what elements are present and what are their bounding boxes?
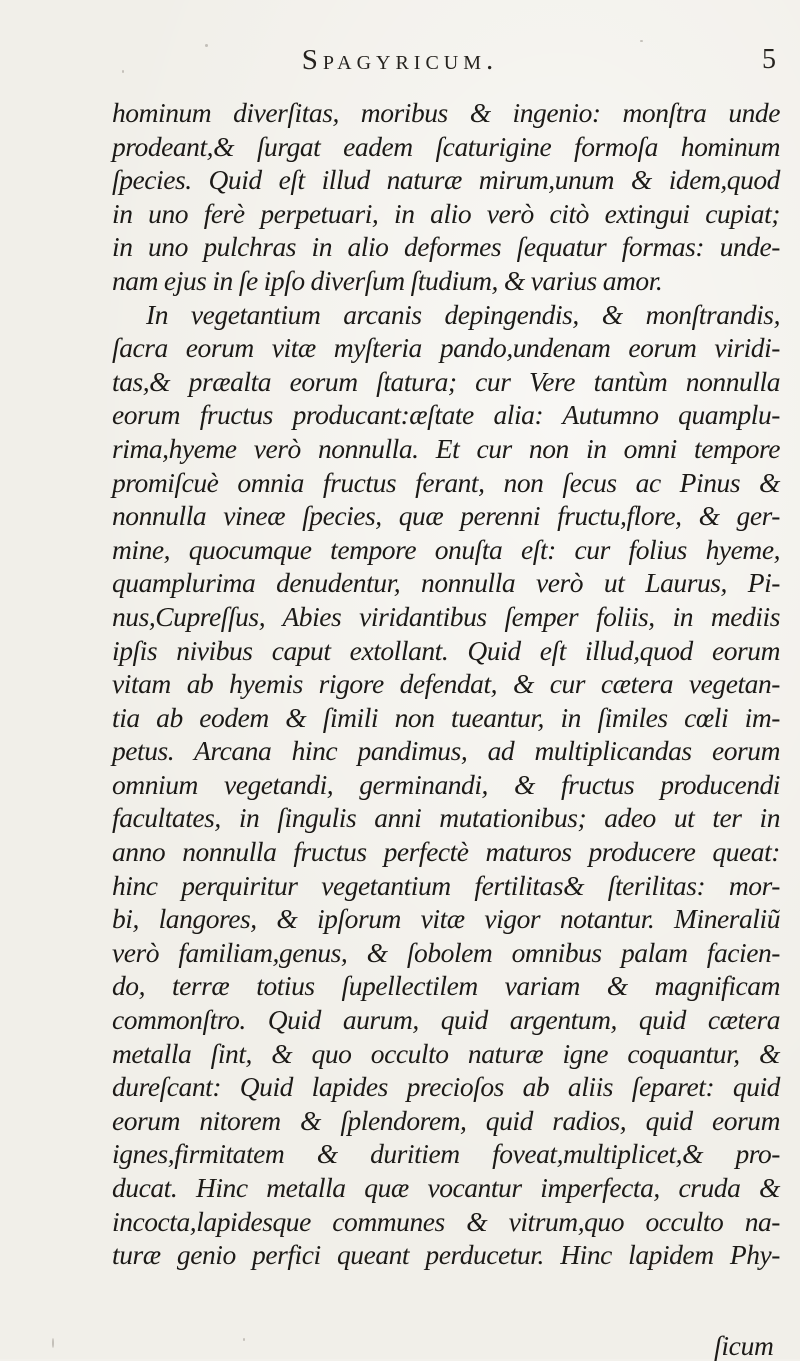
paper-speck (52, 1338, 54, 1348)
text-line: turæ genio perfici queant perducetur. Hinc lapidem Phy- (112, 1239, 780, 1271)
text-line: nam ejus in ſe ipſo diverſum ſtudium, & varius amor. (112, 264, 663, 296)
text-line: facultates, in ſingulis anni mutationibus; adeo ut ter in (112, 802, 780, 834)
text-line: ipſis nivibus caput extollant. Quid eſt illud,quod eorum (112, 634, 780, 666)
text-line: commonſtro. Quid aurum, quid argentum, quid cætera (112, 1004, 780, 1036)
text-line: do, terræ totius ſupellectilem variam & magnificam (112, 970, 780, 1002)
text-line: ignes,firmitatem & duritiem foveat,multiplicet,& pro- (112, 1138, 780, 1170)
paragraph-start-line: In vegetantium arcanis depingendis, & monſtrandis, (146, 298, 780, 330)
catchword: ſicum (714, 1330, 774, 1361)
text-line: metalla ſint, & quo occulto naturæ igne coquantur, & (112, 1037, 780, 1069)
text-line: petus. Arcana hinc pandimus, ad multiplicandas eorum (112, 735, 780, 767)
text-line: ſpecies. Quid eſt illud naturæ mirum,unum & idem,quod (112, 164, 780, 196)
text-line: ſacra eorum vitæ myſteria pando,undenam eorum viridi- (112, 332, 780, 364)
text-line: hominum diverſitas, moribus & ingenio: monſtra unde (112, 97, 780, 128)
text-line: bi, langores, & ipſorum vitæ vigor notantur. Mineraliũ (112, 903, 780, 935)
text-line: eorum fructus producant:æſtate alia: Autumno quamplu- (112, 399, 780, 431)
text-line: omnium vegetandi, germinandi, & fructus producendi (112, 768, 780, 800)
text-line: vitam ab hyemis rigore defendat, & cur cætera vegetan- (112, 668, 780, 700)
text-line: verò familiam,genus, & ſobolem omnibus palam facien- (112, 936, 780, 968)
paper-speck (122, 70, 124, 73)
body-text (112, 96, 780, 1272)
text-line: tas,& præalta eorum ſtatura; cur Vere tantùm nonnulla (112, 365, 780, 397)
text-line: in uno pulchras in alio deformes ſequatur formas: unde- (112, 231, 780, 263)
text-line: tia ab eodem & ſimili non tueantur, in ſimiles cœli im- (112, 701, 780, 733)
page-number: 5 (762, 44, 776, 75)
text-line: anno nonnulla fructus perfectè maturos producere queat: (112, 836, 780, 868)
running-title: Spagyricum. (301, 44, 499, 76)
paper-speck (205, 44, 208, 47)
text-line: incocta,lapidesque communes & vitrum,quo occulto na- (112, 1205, 780, 1237)
text-line: hinc perquiritur vegetantium fertilitas& ſterilitas: mor- (112, 869, 780, 901)
text-line: nus,Cupreſſus, Abies viridantibus ſemper foliis, in mediis (112, 600, 780, 632)
text-line: ducat. Hinc metalla quæ vocantur imperfecta, cruda & (112, 1172, 780, 1203)
text-line: prodeant,& ſurgat eadem ſcaturigine formoſa hominum (112, 130, 780, 162)
running-head (0, 44, 800, 84)
text-line: quamplurima denudentur, nonnulla verò ut Laurus, Pi- (112, 567, 780, 599)
text-line: promiſcuè omnia fructus ferant, non ſecus ac Pinus & (112, 466, 780, 498)
text-line: eorum nitorem & ſplendorem, quid radios, quid eorum (112, 1104, 780, 1136)
text-line: in uno ferè perpetuari, in alio verò citò extingui cupiat; (112, 197, 780, 229)
paper-speck (243, 1338, 245, 1341)
paper-speck (640, 40, 643, 42)
text-line: mine, quocumque tempore onuſta eſt: cur folius hyeme, (112, 533, 780, 565)
text-line: rima,hyeme verò nonnulla. Et cur non in omni tempore (112, 432, 780, 464)
text-line: nonnulla vineæ ſpecies, quæ perenni fructu,flore, & ger- (112, 500, 780, 532)
text-line: dureſcant: Quid lapides precioſos ab aliis ſeparet: quid (112, 1071, 780, 1103)
